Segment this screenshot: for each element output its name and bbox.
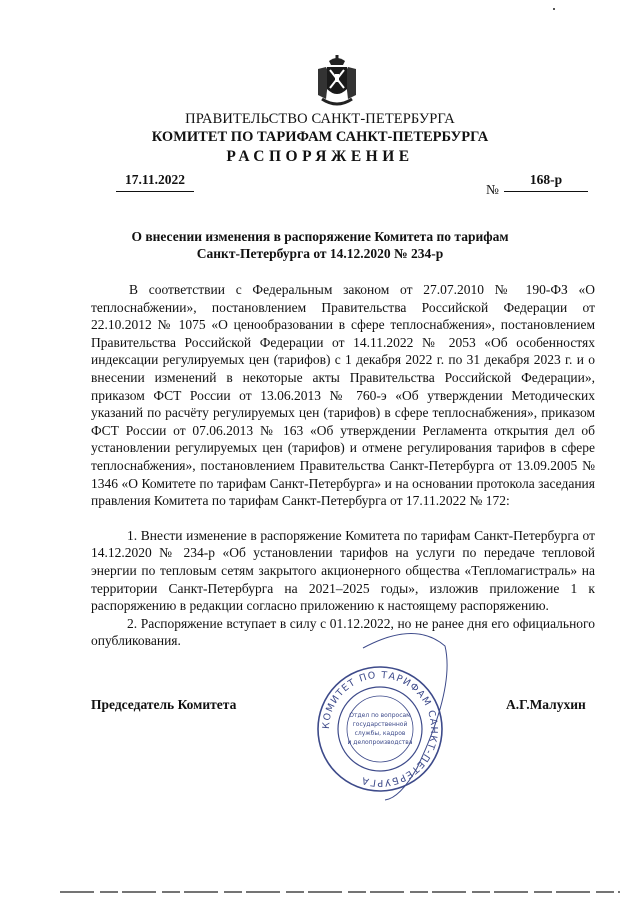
stamp-inner-line: государственной	[352, 721, 408, 728]
document-title	[100, 228, 540, 262]
document-body	[91, 281, 595, 650]
document-number: 168-р	[504, 172, 588, 192]
stamp-inner-line: службы, кадров	[354, 730, 406, 737]
bottom-rule	[60, 891, 620, 893]
preamble-paragraph: В соответствии с Федеральным законом от 27.07.2010 № 190-ФЗ «О теплоснабжении», постановлением Правительства Российской Федерации от 22.10.2012 № 1075 «О ценообразовании в сфере теплоснабжения», постановлением Правительства Российской Федерации от 14.11.2022 № 2053 «Об особенностях индексации регулируемых цен (тарифов) с 1 декабря 2022 г. по 31 декабря 2023 г. и о внесении изменений в некоторые акты Правительства Российской Федерации», приказом ФСТ России от 13.06.2013 № 760-э «Об утверждении Методических указаний по расчёту регулируемых цен (тарифов) в сфере теплоснабжения», приказом ФСТ России от 07.06.2013 № 163 «Об утверждении Регламента открытия дел об установлении регулируемых цен (тарифов) и отмене регулирования тарифов в сфере теплоснабжения», постановлением Правительства Санкт-Петербурга от 13.09.2005 № 1346 «О Комитете по тарифам Санкт-Петербурга» и на основании протокола заседания правления Комитета по тарифам Санкт-Петербурга от 17.11.2022 № 172:	[91, 282, 595, 509]
document-date: 17.11.2022	[116, 172, 194, 192]
title-line-1: О внесении изменения в распоряжение Комитета по тарифам	[131, 229, 509, 244]
stamp-inner-line: Отдел по вопросам	[349, 712, 411, 719]
signatory-position: Председатель Комитета	[91, 697, 237, 712]
title-line-2: Санкт-Петербурга от 14.12.2020 № 234-р	[196, 246, 444, 261]
official-stamp-icon	[305, 628, 455, 803]
number-sign: №	[486, 182, 499, 197]
list-item: 1. Внести изменение в распоряжение Комитета по тарифам Санкт-Петербурга от 14.12.2020 № 234-р «Об установлении тарифов на услуги по передаче тепловой энергии по тепловым сетям закрытого акционерного общества «Тепломагистраль» на территории Санкт-Петербурга на 2021–2025 годы», изложив приложение 1 к распоряжению в редакции согласно приложению к настоящему распоряжению.	[91, 527, 595, 614]
committee-name: КОМИТЕТ ПО ТАРИФАМ САНКТ-ПЕТЕРБУРГА	[151, 129, 489, 145]
list-item: 2. Распоряжение вступает в силу с 01.12.2022, но не ранее дня его официального опубликования.	[91, 615, 595, 649]
stamp-inner-line: и делопроизводства	[347, 739, 413, 746]
document-type: РАСПОРЯЖЕНИЕ	[226, 148, 414, 165]
scan-speck	[553, 8, 555, 10]
signatory-name: А.Г.Малухин	[506, 697, 586, 712]
government-name: ПРАВИТЕЛЬСТВО САНКТ-ПЕТЕРБУРГА	[185, 111, 455, 127]
stamp-outer-text: КОМИТЕТ ПО ТАРИФАМ САНКТ-ПЕТЕРБУРГА	[320, 669, 440, 789]
coat-of-arms-icon	[314, 55, 360, 107]
